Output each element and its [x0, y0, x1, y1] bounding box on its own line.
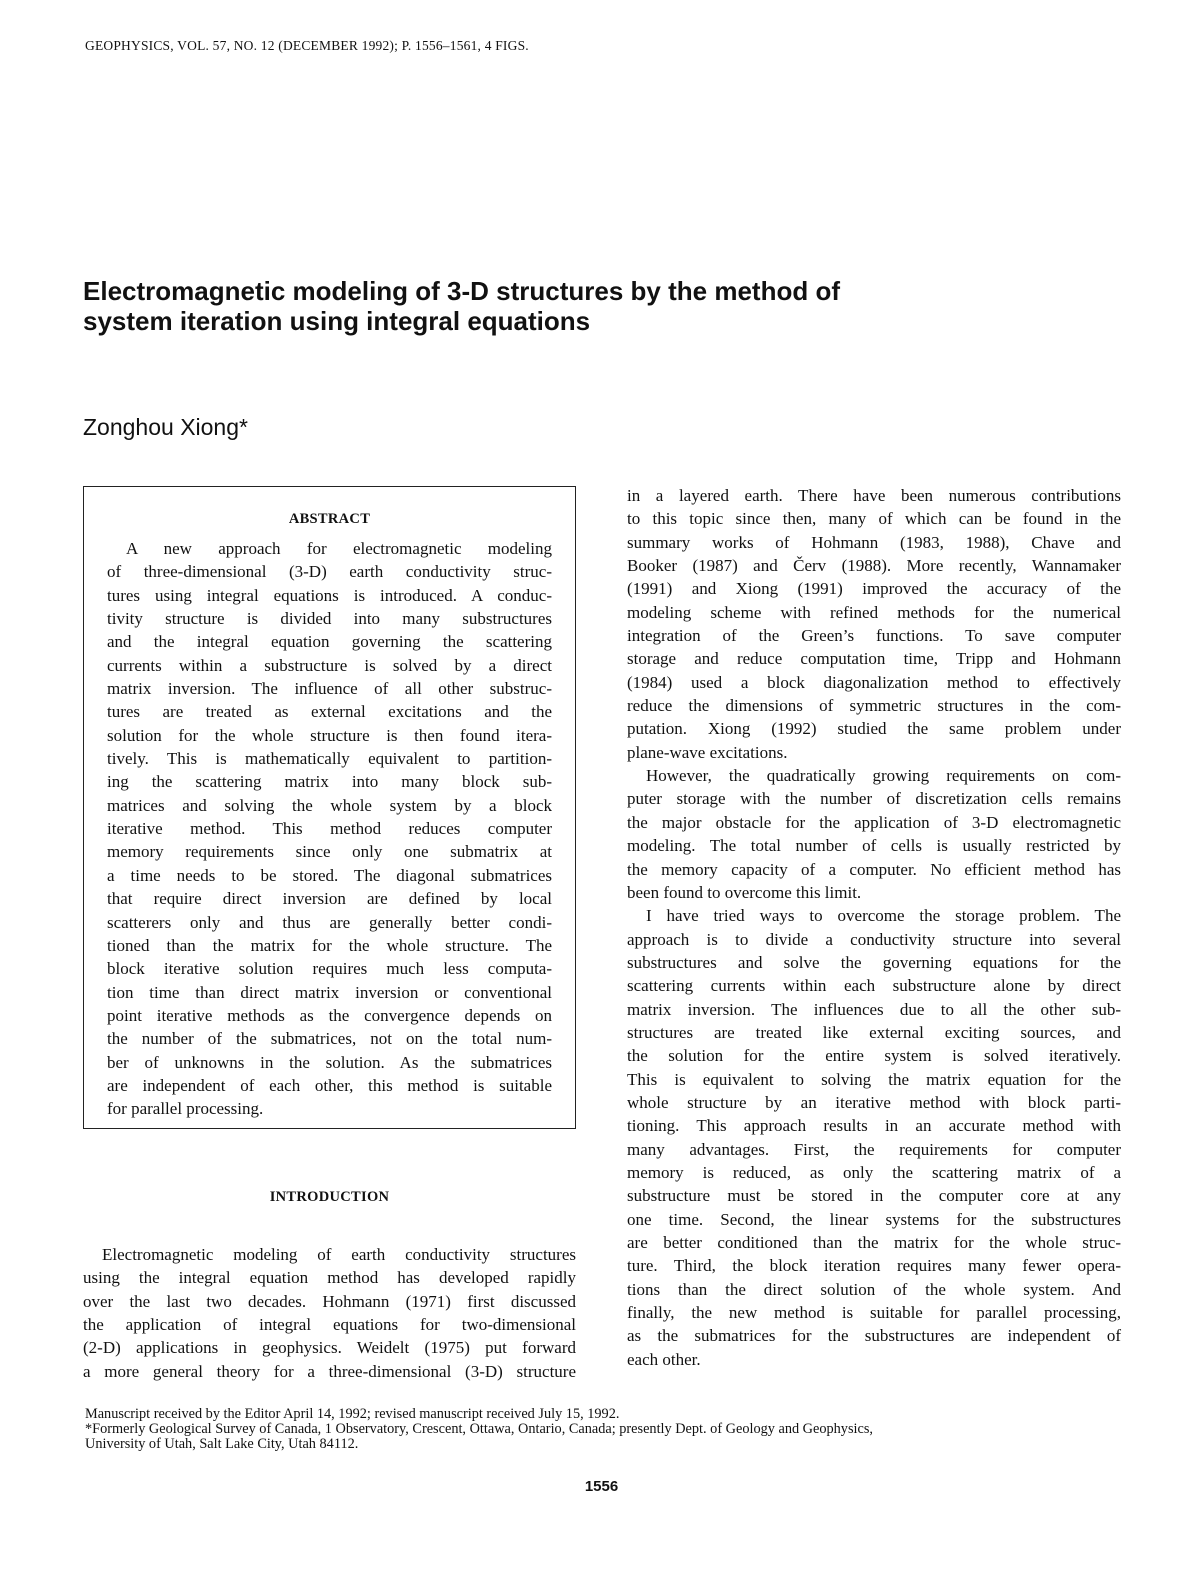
abstract-line: iterative method. This method reduces computer: [107, 819, 552, 839]
body-line: one time. Second, the linear systems for the substructures: [627, 1209, 1121, 1229]
right-column-body: [627, 484, 1121, 1371]
abstract-line: the number of the submatrices, not on the total num-: [107, 1029, 552, 1049]
abstract-line: matrix inversion. The influence of all other substruc-: [107, 679, 552, 699]
body-line: a more general theory for a three-dimensional (3-D) structure: [83, 1361, 576, 1381]
body-line: However, the quadratically growing requirements on com-: [646, 766, 1121, 786]
body-line: (2-D) applications in geophysics. Weidelt (1975) put forward: [83, 1338, 576, 1358]
abstract-line: A new approach for electromagnetic modeling: [126, 539, 552, 558]
body-line: tioning. This approach results in an accurate method with: [627, 1116, 1121, 1136]
body-line: whole structure by an iterative method with block parti-: [627, 1092, 1121, 1112]
abstract-line: are independent of each other, this method is suitable: [107, 1075, 552, 1095]
abstract-line: a time needs to be stored. The diagonal submatrices: [107, 865, 552, 885]
abstract-box: [83, 486, 576, 1129]
body-line: structures are treated like external exciting sources, and: [627, 1022, 1121, 1042]
body-line: Electromagnetic modeling of earth conductivity structures: [102, 1245, 576, 1264]
body-line: are better conditioned than the matrix for the whole struc-: [627, 1233, 1121, 1252]
body-line: This is equivalent to solving the matrix equation for the: [627, 1069, 1121, 1089]
body-line: scattering currents within each substructure alone by direct: [627, 976, 1121, 996]
abstract-line: ber of unknowns in the solution. As the submatrices: [107, 1052, 552, 1072]
abstract-line: scatterers only and thus are generally better condi-: [107, 912, 552, 932]
body-line: finally, the new method is suitable for parallel processing,: [627, 1303, 1121, 1323]
body-line: reduce the dimensions of symmetric structures in the com-: [627, 696, 1121, 716]
body-line: summary works of Hohmann (1983, 1988), Chave and: [627, 532, 1121, 552]
footnotes: [85, 1407, 1121, 1452]
paper-title: [83, 276, 1083, 336]
body-line: in a layered earth. There have been numerous contributions: [627, 486, 1121, 505]
footnote-line: *Formerly Geological Survey of Canada, 1 Observatory, Crescent, Ottawa, Ontario, Canada; presently Dept. of Geology and Geophysics,: [85, 1421, 873, 1437]
abstract-line: tures using integral equations is introduced. A conduc-: [107, 585, 552, 605]
body-line: modeling scheme with refined methods for the numerical: [627, 602, 1121, 622]
abstract-line: tion time than direct matrix inversion or conventional: [107, 982, 552, 1002]
body-line: been found to overcome this limit.: [627, 882, 862, 902]
abstract-line: ing the scattering matrix into many block sub-: [107, 772, 552, 792]
abstract-line: tivity structure is divided into many substructures: [107, 609, 552, 629]
abstract-line: for parallel processing.: [107, 1099, 264, 1119]
body-line: using the integral equation method has developed rapidly: [83, 1268, 576, 1288]
abstract-line: that require direct inversion are defined by local: [107, 889, 552, 909]
body-line: modeling. The total number of cells is usually restricted by: [627, 836, 1121, 856]
abstract-line: tioned than the matrix for the whole structure. The: [107, 935, 552, 955]
abstract-line: tures are treated as external excitations and the: [107, 702, 552, 722]
body-line: (1984) used a block diagonalization method to effectively: [627, 672, 1121, 692]
abstract-heading: ABSTRACT: [288, 511, 371, 527]
body-line: approach is to divide a conductivity structure into several: [627, 929, 1121, 949]
footnote-line: University of Utah, Salt Lake City, Utah 84112.: [85, 1436, 359, 1452]
body-line: putation. Xiong (1992) studied the same problem under: [627, 719, 1121, 739]
author-name: Zonghou Xiong*: [83, 414, 248, 440]
abstract-line: point iterative methods as the convergence depends on: [107, 1005, 552, 1025]
introduction-body: [83, 1243, 576, 1383]
body-line: each other.: [627, 1349, 701, 1369]
abstract-line: tively. This is mathematically equivalent to partition-: [107, 749, 552, 769]
body-line: Booker (1987) and Červ (1988). More recently, Wannamaker: [627, 556, 1121, 576]
body-line: the solution for the entire system is solved iteratively.: [627, 1046, 1121, 1066]
footnote-line: Manuscript received by the Editor April 14, 1992; revised manuscript received July 15, 1992.: [85, 1406, 620, 1422]
body-line: the application of integral equations for two-dimensional: [83, 1315, 576, 1335]
body-line: (1991) and Xiong (1991) improved the accuracy of the: [627, 579, 1121, 599]
body-line: matrix inversion. The influences due to all the other sub-: [627, 999, 1121, 1019]
body-line: ture. Third, the block iteration requires many fewer opera-: [627, 1256, 1121, 1276]
body-line: as the submatrices for the substructures are independent of: [627, 1326, 1121, 1346]
body-line: substructure must be stored in the computer core at any: [627, 1186, 1121, 1206]
abstract-line: matrices and solving the whole system by a block: [107, 795, 552, 815]
body-line: integration of the Green’s functions. To save computer: [627, 626, 1121, 646]
body-line: over the last two decades. Hohmann (1971) first discussed: [83, 1291, 576, 1311]
body-line: the memory capacity of a computer. No efficient method has: [627, 859, 1121, 879]
abstract-line: and the integral equation governing the scattering: [107, 632, 552, 652]
page-number: 1556: [584, 1478, 619, 1495]
body-line: many advantages. First, the requirements for computer: [627, 1139, 1121, 1159]
abstract-line: of three-dimensional (3-D) earth conductivity struc-: [107, 562, 552, 582]
abstract-line: solution for the whole structure is then found itera-: [107, 725, 552, 745]
body-line: puter storage with the number of discretization cells remains: [627, 789, 1121, 809]
body-line: the major obstacle for the application of 3-D electromagnetic: [627, 812, 1121, 832]
body-line: I have tried ways to overcome the storage problem. The: [646, 906, 1121, 926]
title-line: Electromagnetic modeling of 3-D structures by the method of: [83, 276, 840, 306]
abstract-line: currents within a substructure is solved by a direct: [107, 655, 552, 675]
abstract-line: block iterative solution requires much less computa-: [107, 959, 552, 979]
abstract-line: memory requirements since only one submatrix at: [107, 842, 552, 862]
title-line: system iteration using integral equations: [83, 306, 591, 336]
abstract-body: [107, 537, 552, 1121]
body-line: to this topic since then, many of which can be found in the: [627, 509, 1121, 529]
body-line: substructures and solve the governing equations for the: [627, 952, 1121, 972]
introduction-heading: INTRODUCTION: [269, 1189, 390, 1205]
body-line: memory is reduced, as only the scattering matrix of a: [627, 1162, 1121, 1182]
body-line: storage and reduce computation time, Tripp and Hohmann: [627, 649, 1121, 669]
body-line: plane-wave excitations.: [627, 742, 788, 762]
journal-header: GEOPHYSICS, VOL. 57, NO. 12 (DECEMBER 1992); P. 1556–1561, 4 FIGS.: [85, 38, 529, 53]
body-line: tions than the direct solution of the whole system. And: [627, 1279, 1121, 1299]
